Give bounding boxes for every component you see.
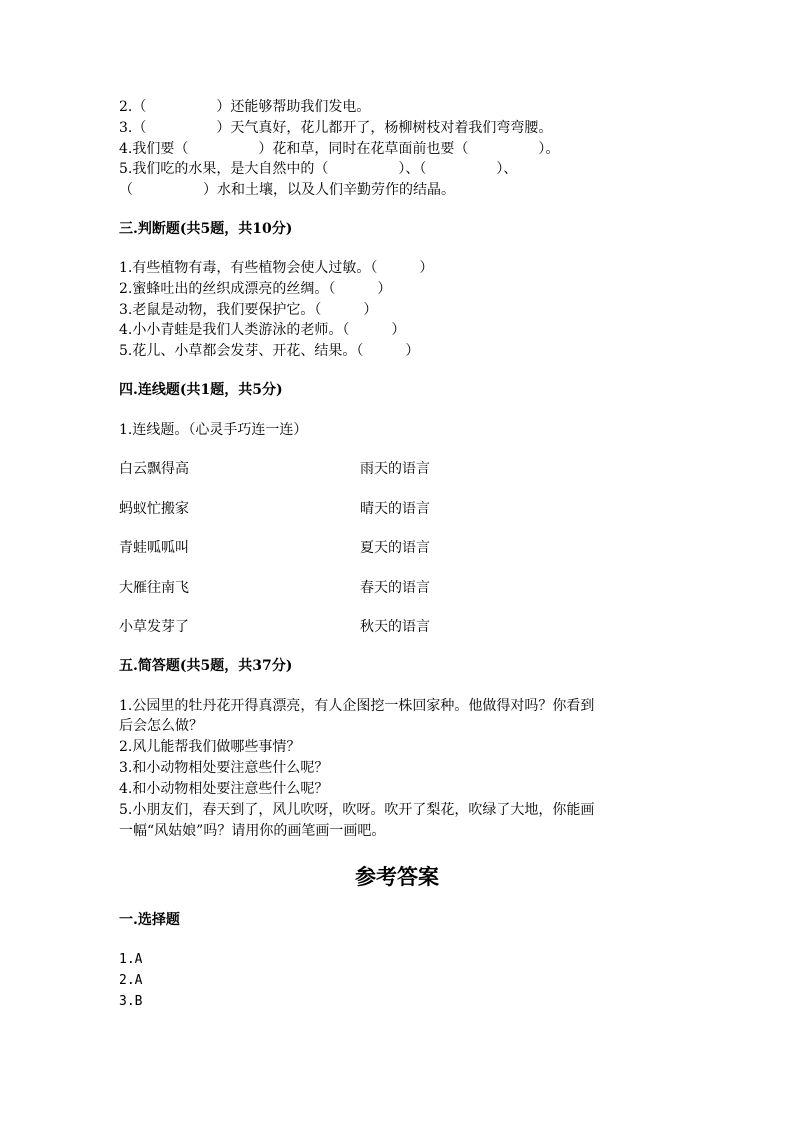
match-left-4: 大雁往南飞: [119, 580, 189, 596]
fill-blank-2: 2.（ ）还能够帮助我们发电。: [119, 99, 371, 115]
short-answer-2: 2.风儿能帮我们做哪些事情？: [119, 739, 301, 755]
judge-item-3: 3.老鼠是动物，我们要保护它。（ ）: [119, 302, 378, 318]
match-right-3: 夏天的语言: [360, 540, 430, 556]
answer-item-1: 1.A: [119, 952, 143, 967]
judge-item-1: 1.有些植物有毒，有些植物会使人过敏。（ ）: [119, 260, 434, 276]
match-left-5: 小草发芽了: [119, 619, 189, 635]
section-3-heading: 三.判断题(共5题，共10分): [119, 221, 293, 237]
section-5-heading: 五.简答题(共5题，共37分): [119, 658, 293, 674]
fill-blank-5: 5.我们吃的水果，是大自然中的（ ）、（ ）、: [119, 161, 518, 177]
match-left-1: 白云飘得高: [119, 461, 189, 477]
short-answer-4: 4.和小动物相处要注意些什么呢？: [119, 781, 329, 797]
match-right-2: 晴天的语言: [360, 501, 430, 517]
answer-item-3: 3.B: [119, 994, 143, 1009]
judge-item-4: 4.小小青蛙是我们人类游泳的老师。（ ）: [119, 322, 406, 338]
match-right-5: 秋天的语言: [360, 619, 430, 635]
short-answer-1-cont: 后会怎么做？: [119, 718, 203, 734]
match-right-1: 雨天的语言: [360, 461, 430, 477]
answer-item-2: 2.A: [119, 973, 143, 988]
short-answer-5: 5.小朋友们，春天到了，风儿吹呀，吹呀。吹开了梨花，吹绿了大地，你能画: [119, 802, 595, 818]
match-left-3: 青蛙呱呱叫: [119, 540, 189, 556]
section-4-heading: 四.连线题(共1题，共5分): [119, 382, 283, 398]
judge-item-2: 2.蜜蜂吐出的丝织成漂亮的丝绸。（ ）: [119, 281, 392, 297]
fill-blank-4: 4.我们要（ ）花和草，同时在花草面前也要（ ）。: [119, 141, 560, 157]
short-answer-1: 1.公园里的牡丹花开得真漂亮，有人企图挖一株回家种。他做得对吗？你看到: [119, 698, 595, 714]
match-right-4: 春天的语言: [360, 580, 430, 596]
fill-blank-5-cont: （ ）水和土壤，以及人们辛勤劳作的结晶。: [119, 182, 455, 198]
match-left-2: 蚂蚁忙搬家: [119, 501, 189, 517]
fill-blank-3: 3.（ ）天气真好，花儿都开了，杨柳树枝对着我们弯弯腰。: [119, 120, 553, 136]
judge-item-5: 5.花儿、小草都会发芽、开花、结果。（ ）: [119, 343, 420, 359]
answer-title: 参考答案: [355, 864, 439, 889]
answer-section-heading: 一.选择题: [119, 912, 180, 928]
short-answer-5-cont: 一幅“风姑娘”吗？请用你的画笔画一画吧。: [119, 823, 386, 839]
short-answer-3: 3.和小动物相处要注意些什么呢？: [119, 760, 329, 776]
match-question: 1.连线题。（心灵手巧连一连）: [119, 422, 308, 438]
